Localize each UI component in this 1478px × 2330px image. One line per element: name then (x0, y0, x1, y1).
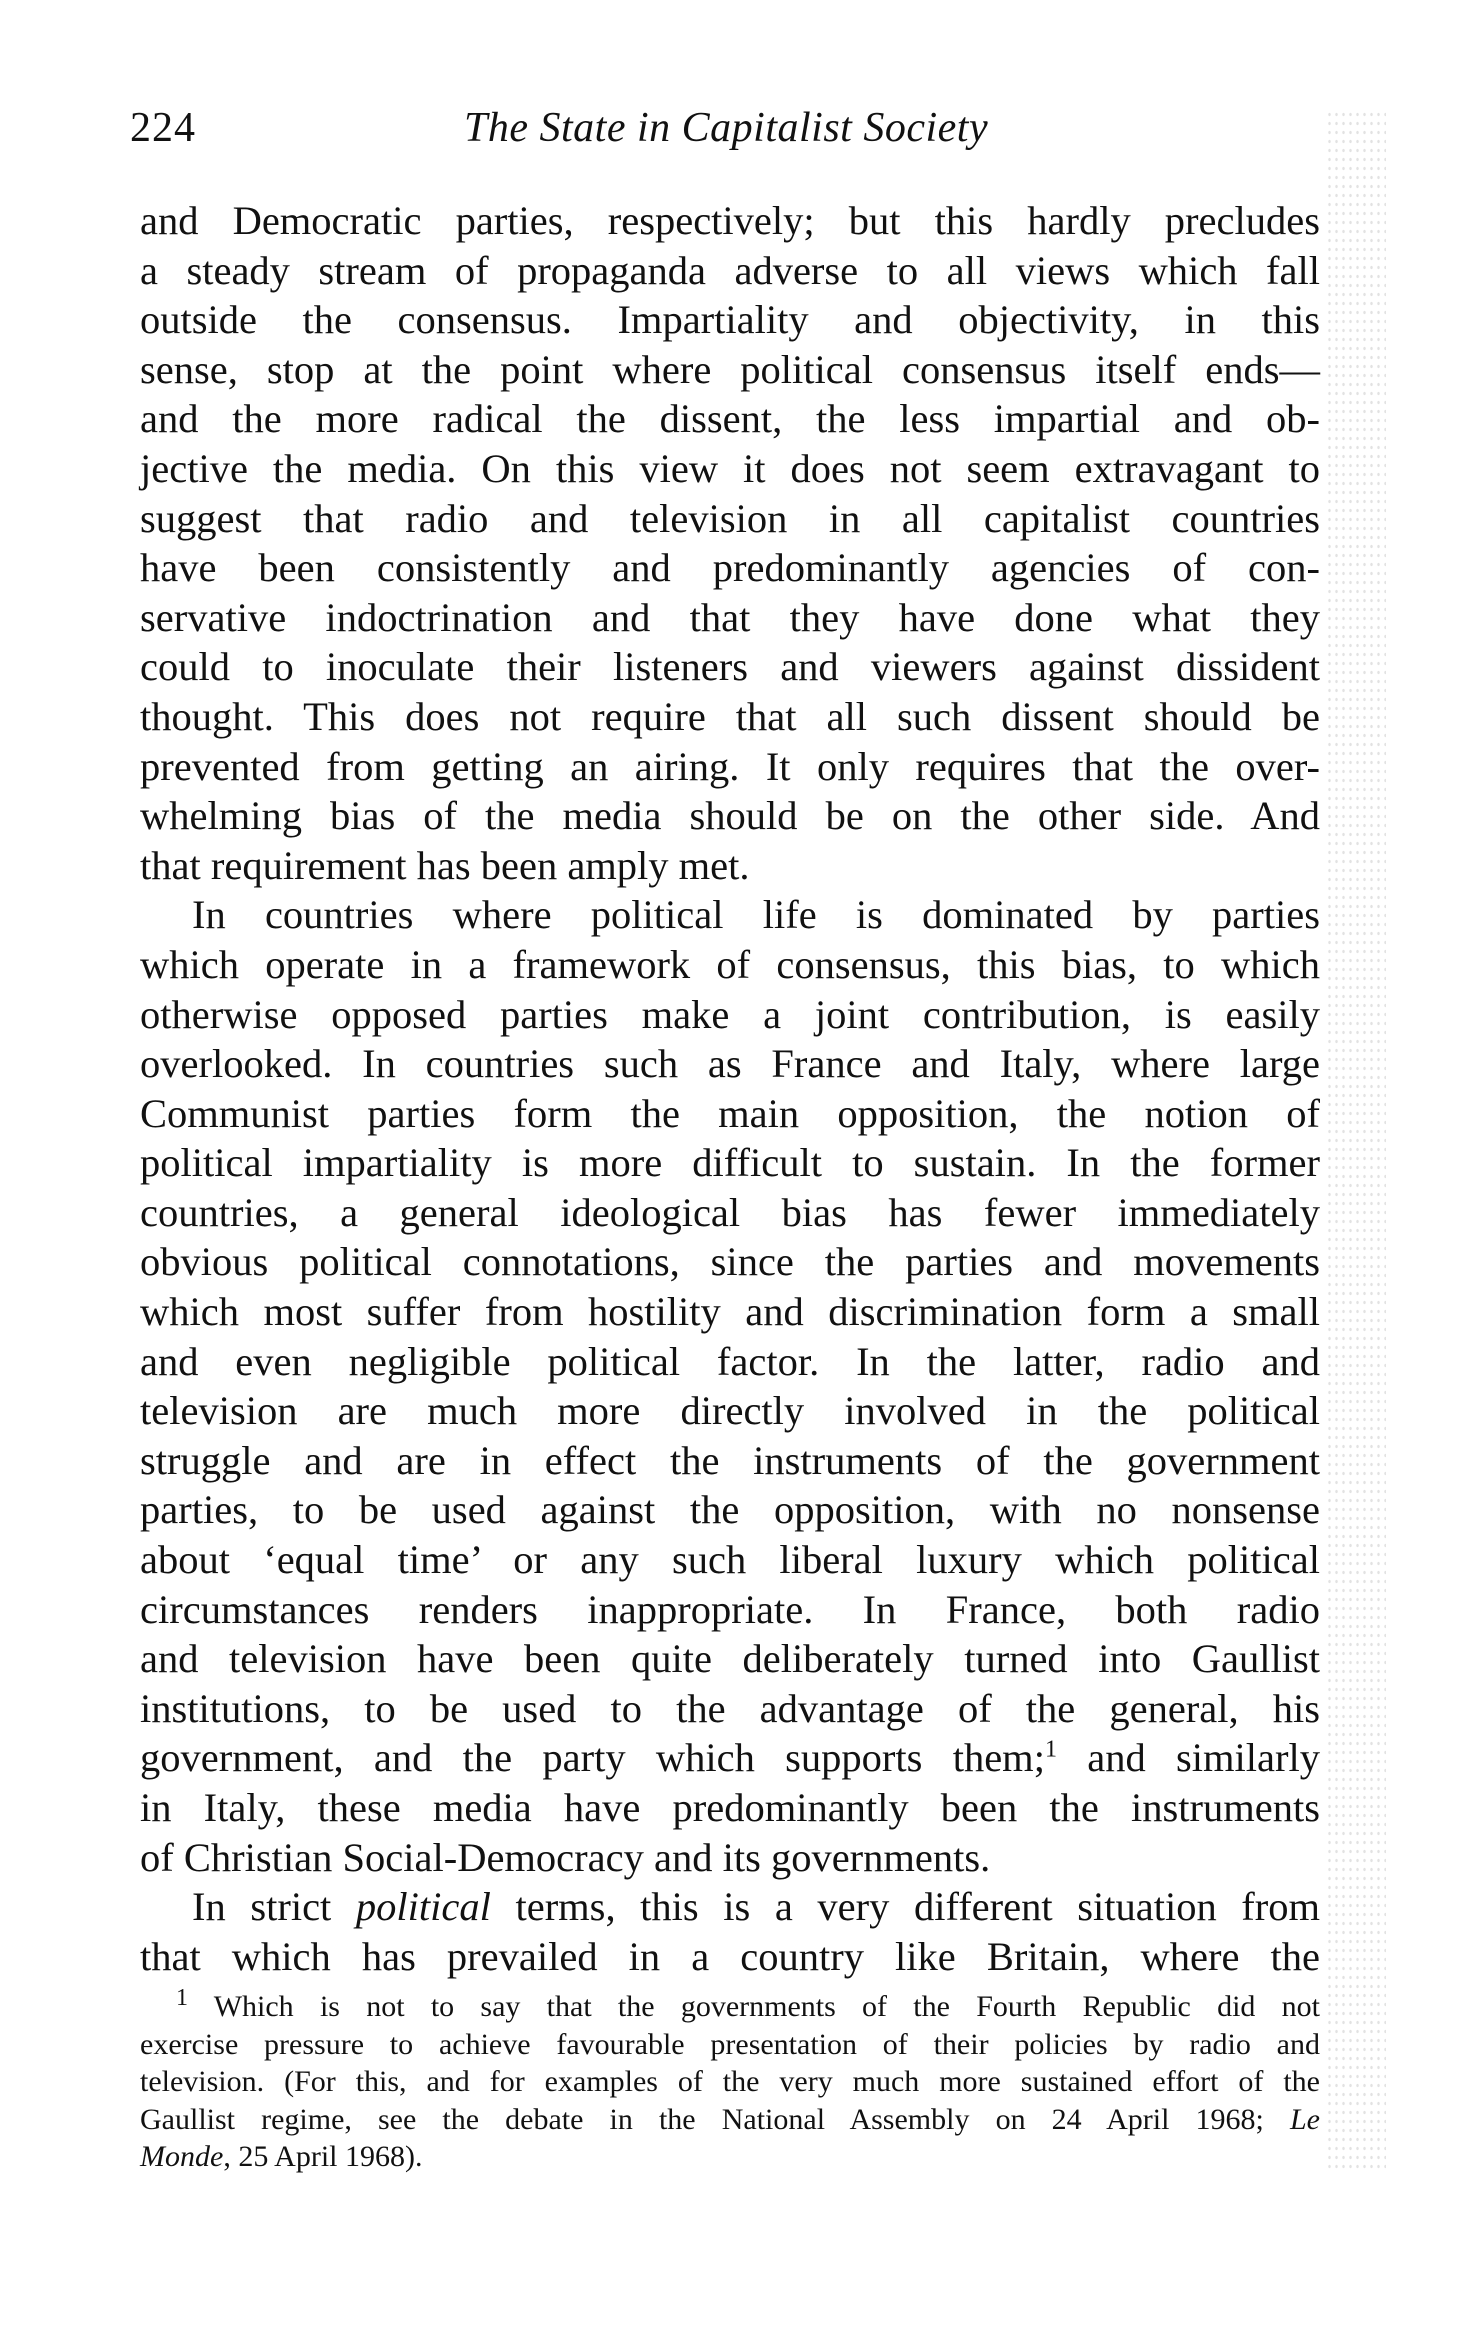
running-title: The State in Capitalist Society (464, 105, 989, 151)
text-line: circumstances renders inappropriate. In France, both radio (140, 1586, 1320, 1632)
text-segment: and similarly (1056, 1735, 1320, 1781)
text-line: and television have been quite deliberately turned into Gaullist (140, 1636, 1320, 1682)
text-line: of Christian Social-Democracy and its governments. (140, 1834, 991, 1880)
footnote-reference[interactable]: 1 (1044, 1736, 1057, 1763)
text-line: have been consistently and predominantly agencies of con- (140, 545, 1320, 591)
text-line: servative indoctrination and that they have done what they (140, 594, 1320, 640)
text-line: struggle and are in effect the instruments of the government (140, 1437, 1320, 1483)
footnote-block (140, 1985, 1320, 2176)
text-line: political impartiality is more difficult to sustain. In the former (140, 1140, 1320, 1186)
text-line: Communist parties form the main opposition, the notion of (140, 1090, 1320, 1136)
text-line: countries, a general ideological bias has fewer immediately (140, 1189, 1320, 1235)
text-segment: , 25 April 1968). (223, 2140, 423, 2174)
text-line: institutions, to be used to the advantage of the general, his (140, 1685, 1320, 1731)
scan-shadow-edge (1326, 110, 1386, 2170)
text-line: overlooked. In countries such as France and Italy, where large (140, 1041, 1320, 1087)
text-line: whelming bias of the media should be on the other side. And (140, 793, 1320, 839)
paragraph-start-line: In countries where political life is dominated by parties (192, 892, 1320, 938)
main-text (140, 196, 1320, 1981)
text-line: and even negligible political factor. In the latter, radio and (140, 1338, 1320, 1384)
text-line: and Democratic parties, respectively; but this hardly precludes (140, 198, 1320, 243)
footnote-marker: 1 (176, 1985, 188, 2011)
text-line-with-footnote-ref (140, 1733, 1320, 1783)
text-line: obvious political connotations, since the parties and movements (140, 1239, 1320, 1285)
text-line: sense, stop at the point where political consensus itself ends— (140, 346, 1320, 392)
text-line: prevented from getting an airing. It only requires that the over- (140, 743, 1320, 789)
text-line: that which has prevailed in a country like Britain, where the (140, 1933, 1320, 1979)
text-line: suggest that radio and television in all capitalist countries (140, 495, 1320, 541)
text-line: television are much more directly involved in the political (140, 1388, 1320, 1434)
text-line: and the more radical the dissent, the less impartial and ob- (140, 396, 1320, 442)
footnote-line: television. (For this, and for examples of the very much more sustained effort of the (140, 2065, 1320, 2099)
text-line: about ‘equal time’ or any such liberal luxury which political (140, 1537, 1320, 1583)
text-segment: Which is not to say that the governments of the Fourth Republic did not (188, 1990, 1320, 2023)
footnote-line (140, 2101, 1320, 2139)
text-segment: Gaullist regime, see the debate in the National Assembly on 24 April 1968; (140, 2102, 1290, 2136)
footnote-line (140, 2138, 1320, 2176)
text-line: could to inoculate their listeners and viewers against dissident (140, 644, 1320, 690)
page-header (130, 104, 1360, 164)
text-segment: terms, this is a very different situation from (490, 1884, 1321, 1930)
text-line: a steady stream of propaganda adverse to all views which fall (140, 247, 1320, 293)
text-segment: In strict (192, 1884, 356, 1930)
paragraph-start-line (140, 1882, 1320, 1932)
italic-citation: Monde (140, 2140, 224, 2174)
text-line: outside the consensus. Impartiality and objectivity, in this (140, 297, 1320, 343)
text-segment: government, and the party which supports them; (140, 1735, 1045, 1781)
text-line: otherwise opposed parties make a joint contribution, is easily (140, 991, 1320, 1037)
page-number: 224 (130, 105, 196, 151)
italic-citation: Le (1290, 2102, 1320, 2136)
text-line: thought. This does not require that all such dissent should be (140, 693, 1320, 739)
text-line: parties, to be used against the opposition, with no nonsense (140, 1487, 1320, 1533)
text-line: in Italy, these media have predominantly been the instruments (140, 1785, 1320, 1830)
footnote-line: exercise pressure to achieve favourable presentation of their policies by radio and (140, 2027, 1320, 2061)
footnote-line (140, 1985, 1320, 2026)
text-line: which operate in a framework of consensus, this bias, to which (140, 941, 1320, 987)
text-line: that requirement has been amply met. (140, 842, 750, 888)
text-line: jective the media. On this view it does not seem extravagant to (140, 445, 1320, 491)
text-line: which most suffer from hostility and discrimination form a small (140, 1289, 1320, 1335)
italic-emphasis: political (355, 1884, 491, 1930)
